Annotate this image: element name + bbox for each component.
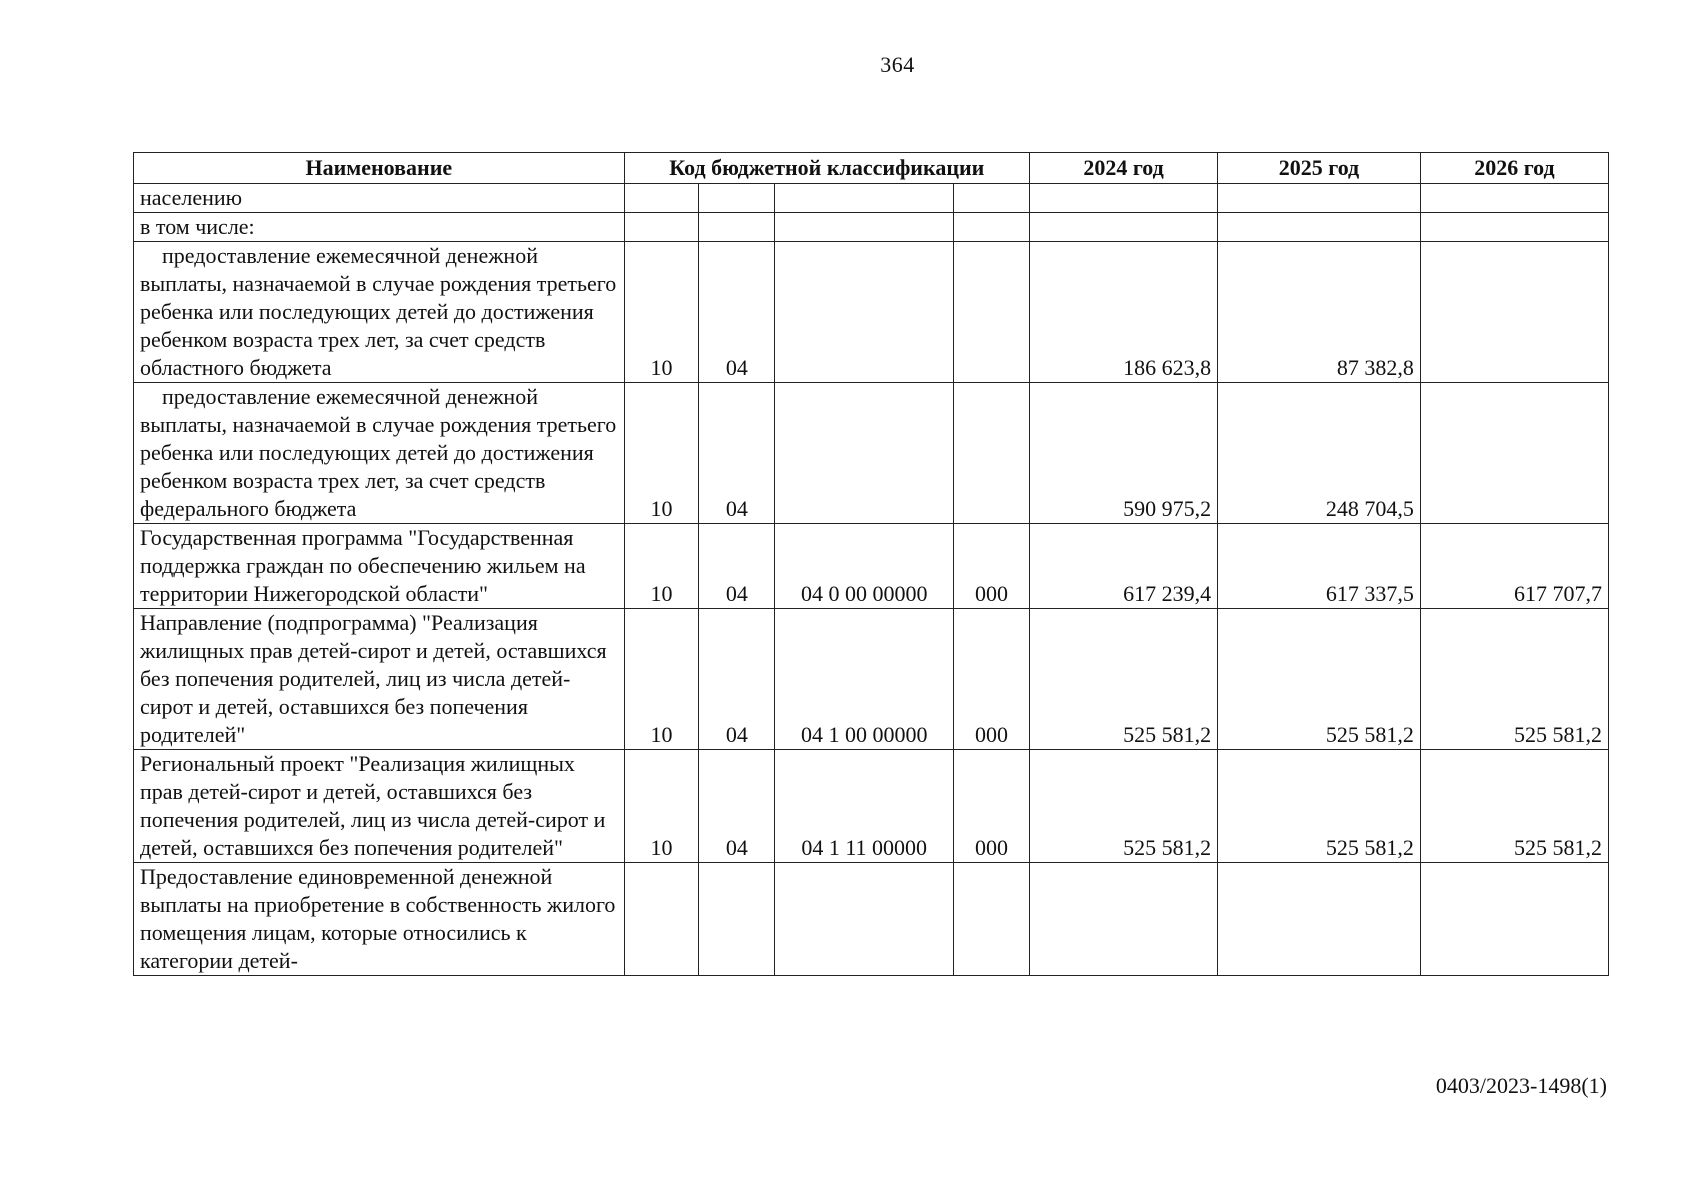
value-2026: 525 581,2	[1420, 750, 1608, 863]
code-section	[624, 863, 699, 976]
value-2026	[1420, 184, 1608, 213]
value-2024: 590 975,2	[1029, 383, 1217, 524]
table-row	[134, 524, 1609, 609]
table-row	[134, 184, 1609, 213]
value-2026	[1420, 213, 1608, 242]
table-row	[134, 863, 1609, 976]
code-section: 10	[624, 383, 699, 524]
value-2025: 87 382,8	[1218, 242, 1421, 383]
row-name: предоставление ежемесячной денежной выплаты, назначаемой в случае рождения третьего ребенка или последующих детей до достижения ребенком возраста трех лет, за счет средств областного бюджета	[134, 242, 625, 383]
code-expense-type	[954, 863, 1030, 976]
value-2024: 617 239,4	[1029, 524, 1217, 609]
code-expense-type	[954, 184, 1030, 213]
page-number: 364	[880, 52, 915, 77]
value-2026	[1420, 242, 1608, 383]
code-section	[624, 213, 699, 242]
value-2025: 525 581,2	[1218, 750, 1421, 863]
row-name: Государственная программа "Государственная поддержка граждан по обеспечению жильем на территории Нижегородской области"	[134, 524, 625, 609]
header-code: Код бюджетной классификации	[624, 153, 1029, 184]
code-target: 04 1 11 00000	[775, 750, 954, 863]
code-subsection: 04	[699, 383, 775, 524]
document-code: 0403/2023-1498(1)	[1435, 1073, 1607, 1098]
value-2024: 525 581,2	[1029, 750, 1217, 863]
row-name: в том числе:	[134, 213, 625, 242]
value-2026: 617 707,7	[1420, 524, 1608, 609]
code-subsection	[699, 213, 775, 242]
header-name: Наименование	[134, 153, 625, 184]
code-subsection: 04	[699, 750, 775, 863]
code-section: 10	[624, 524, 699, 609]
value-2025	[1218, 184, 1421, 213]
value-2024	[1029, 863, 1217, 976]
table-row	[134, 213, 1609, 242]
code-target	[775, 213, 954, 242]
code-subsection: 04	[699, 524, 775, 609]
code-subsection	[699, 184, 775, 213]
value-2025: 248 704,5	[1218, 383, 1421, 524]
value-2024: 186 623,8	[1029, 242, 1217, 383]
header-2024: 2024 год	[1029, 153, 1217, 184]
table-header-row	[134, 153, 1609, 184]
table-row	[134, 242, 1609, 383]
table-row	[134, 750, 1609, 863]
code-subsection: 04	[699, 242, 775, 383]
code-section: 10	[624, 609, 699, 750]
value-2025	[1218, 863, 1421, 976]
code-expense-type	[954, 383, 1030, 524]
row-name: Направление (подпрограмма) "Реализация жилищных прав детей-сирот и детей, оставшихся без попечения родителей, лиц из числа детей-сирот и детей, оставшихся без попечения родителей"	[134, 609, 625, 750]
value-2026: 525 581,2	[1420, 609, 1608, 750]
code-target: 04 0 00 00000	[775, 524, 954, 609]
code-subsection	[699, 863, 775, 976]
table-row	[134, 609, 1609, 750]
code-target	[775, 242, 954, 383]
row-name: Региональный проект "Реализация жилищных прав детей-сирот и детей, оставшихся без попечения родителей, лиц из числа детей-сирот и детей, оставшихся без попечения родителей"	[134, 750, 625, 863]
code-expense-type: 000	[954, 524, 1030, 609]
budget-table	[133, 152, 1609, 976]
value-2025	[1218, 213, 1421, 242]
row-name: Предоставление единовременной денежной выплаты на приобретение в собственность жилого помещения лицам, которые относились к категории детей-	[134, 863, 625, 976]
code-target	[775, 383, 954, 524]
value-2026	[1420, 383, 1608, 524]
code-target	[775, 863, 954, 976]
code-target: 04 1 00 00000	[775, 609, 954, 750]
code-target	[775, 184, 954, 213]
value-2024: 525 581,2	[1029, 609, 1217, 750]
value-2025: 525 581,2	[1218, 609, 1421, 750]
value-2024	[1029, 184, 1217, 213]
value-2024	[1029, 213, 1217, 242]
header-2026: 2026 год	[1420, 153, 1608, 184]
header-2025: 2025 год	[1218, 153, 1421, 184]
code-expense-type: 000	[954, 750, 1030, 863]
code-expense-type: 000	[954, 609, 1030, 750]
value-2025: 617 337,5	[1218, 524, 1421, 609]
code-subsection: 04	[699, 609, 775, 750]
value-2026	[1420, 863, 1608, 976]
row-name: предоставление ежемесячной денежной выплаты, назначаемой в случае рождения третьего ребенка или последующих детей до достижения ребенком возраста трех лет, за счет средств федерального бюджета	[134, 383, 625, 524]
code-expense-type	[954, 213, 1030, 242]
row-name: населению	[134, 184, 625, 213]
code-section: 10	[624, 242, 699, 383]
code-expense-type	[954, 242, 1030, 383]
table-row	[134, 383, 1609, 524]
code-section: 10	[624, 750, 699, 863]
code-section	[624, 184, 699, 213]
